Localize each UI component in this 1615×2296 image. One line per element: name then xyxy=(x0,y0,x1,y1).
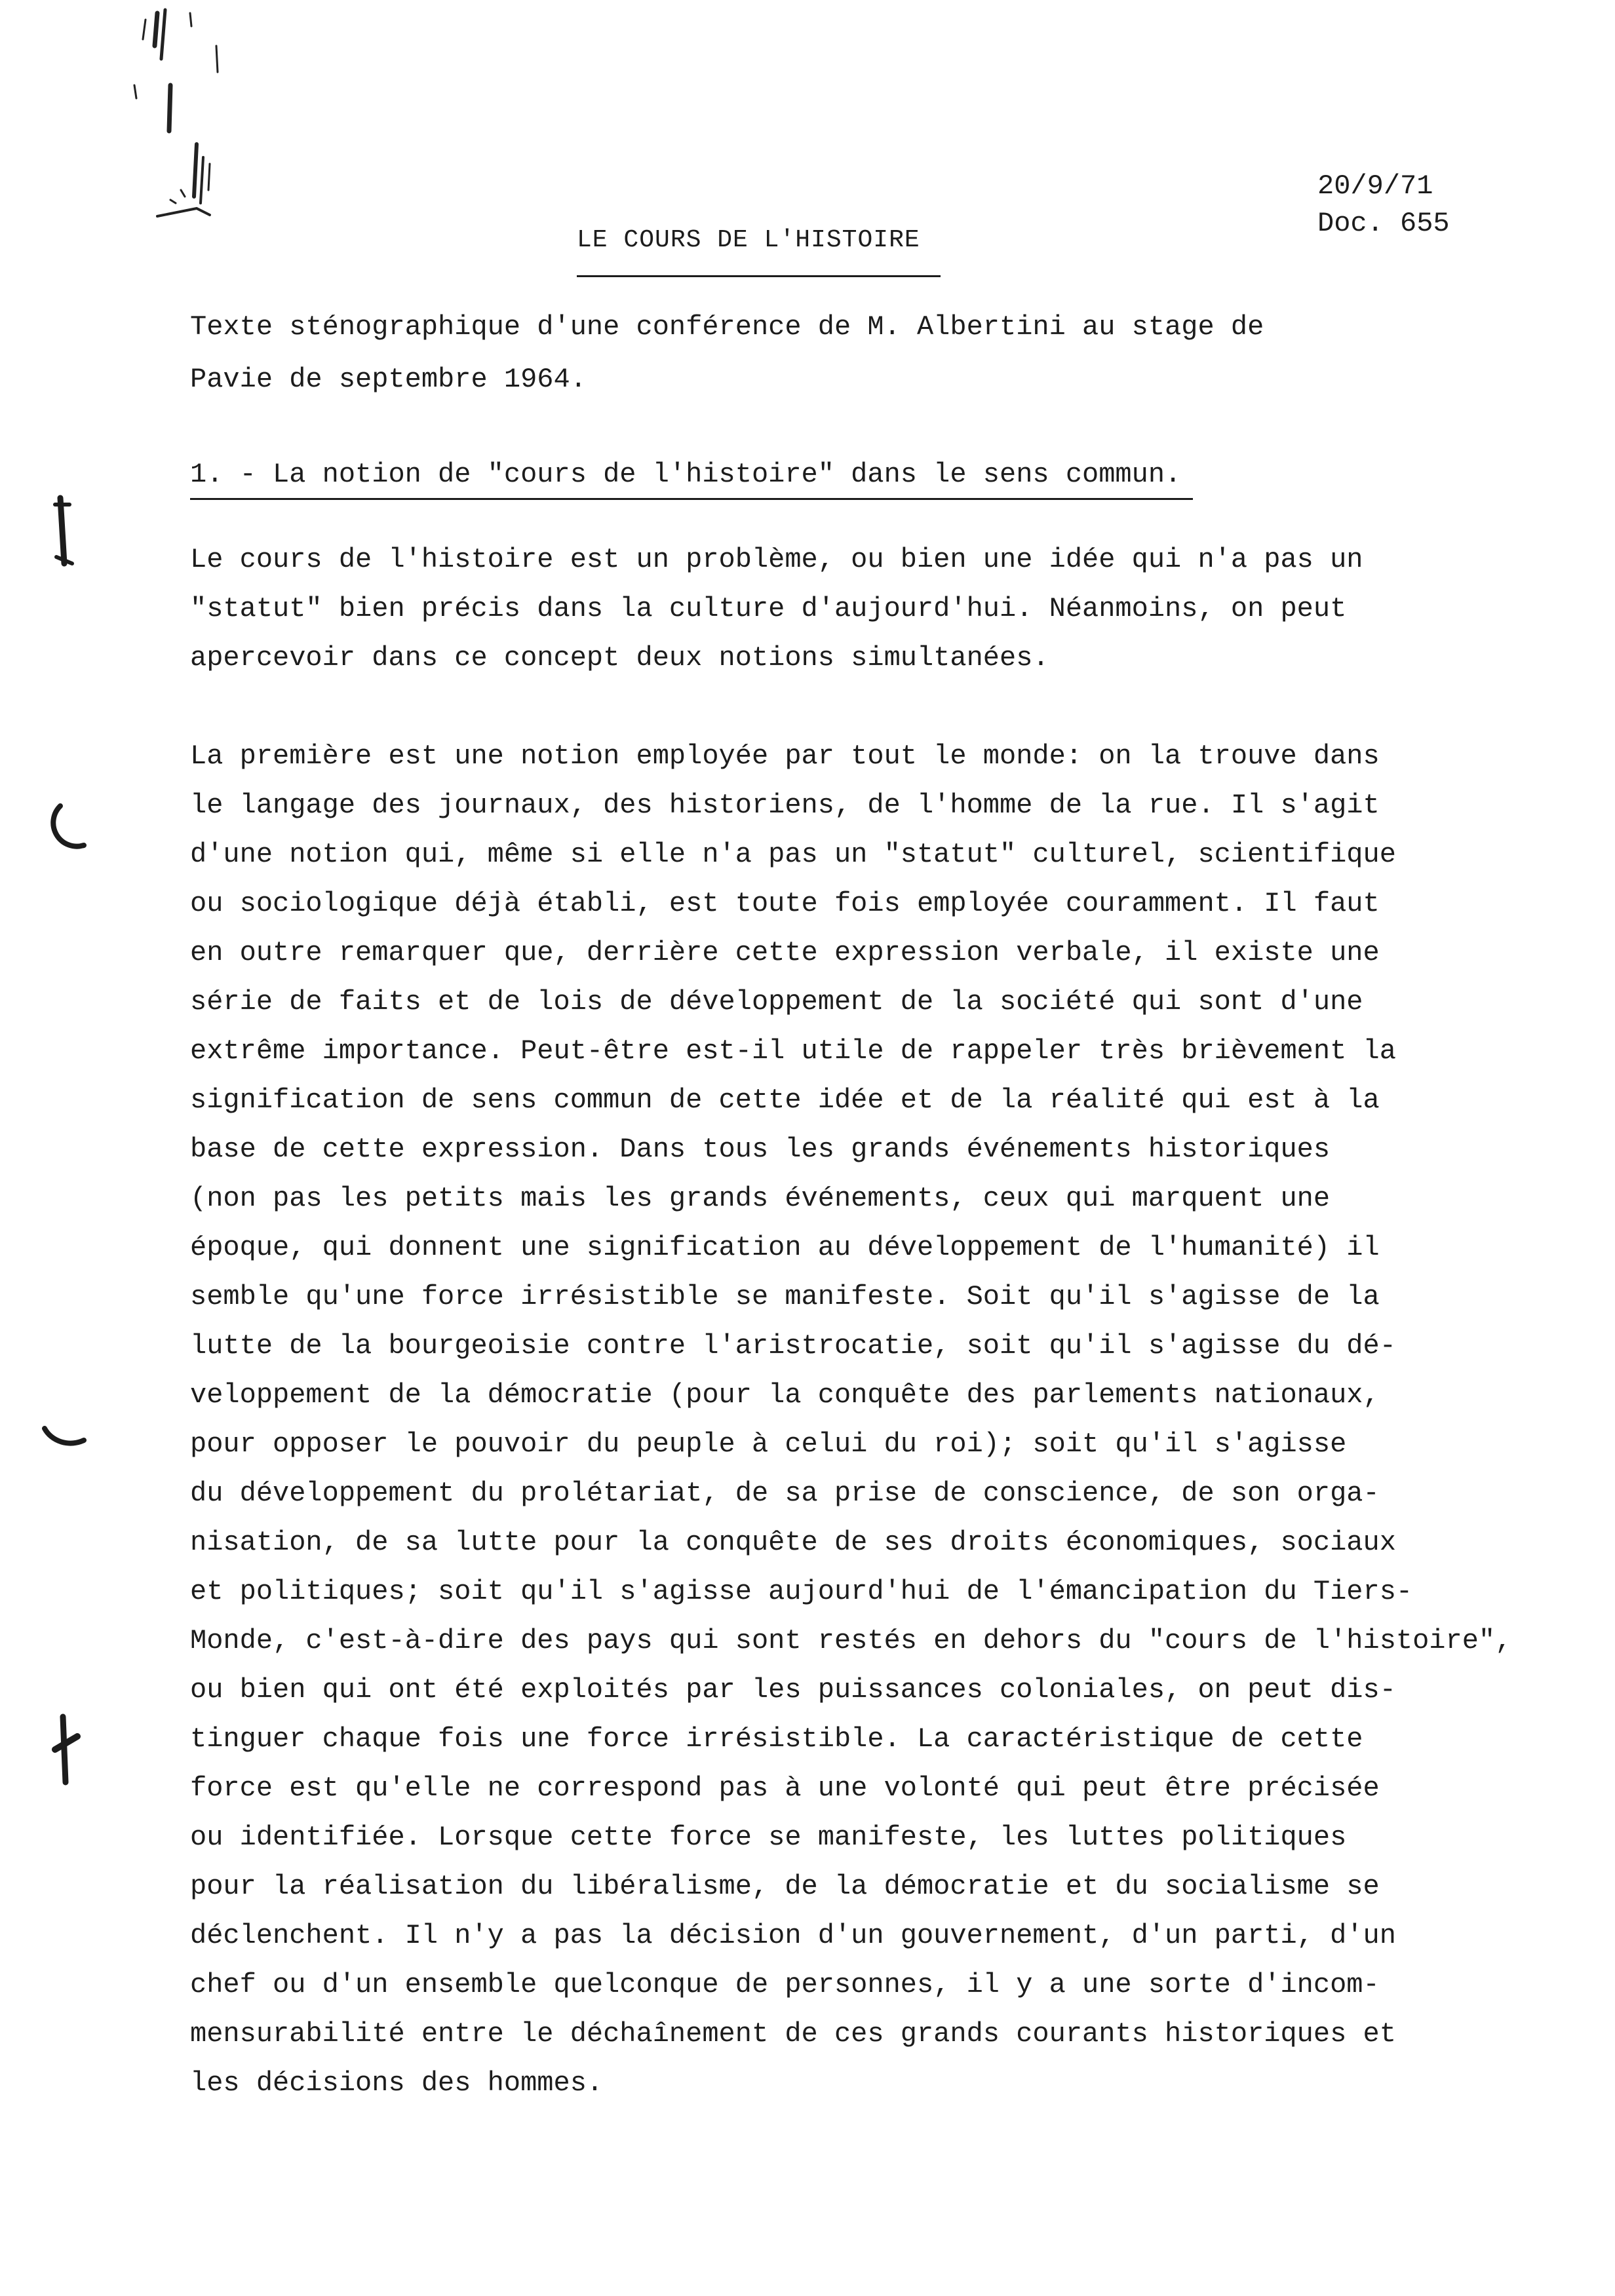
section-heading: 1. - La notion de "cours de l'histoire" dans le sens commun. xyxy=(190,459,1182,490)
document-number: Doc. 655 xyxy=(1317,208,1450,239)
punch-hole-mark-3 xyxy=(45,1428,84,1444)
punch-hole-mark-4 xyxy=(55,1717,77,1782)
handwritten-mark-top-left xyxy=(134,10,218,216)
section-heading-underline xyxy=(190,498,1193,500)
punch-hole-mark-1 xyxy=(55,498,72,564)
paragraph-line: le langage des journaux, des historiens, de l'homme de la rue. Il s'agit xyxy=(190,790,1380,821)
document-date: 20/9/71 xyxy=(1317,170,1433,202)
intro-line: Pavie de septembre 1964. xyxy=(190,364,587,395)
paragraph-line: ou sociologique déjà établi, est toute fois employée couramment. Il faut xyxy=(190,888,1380,919)
paragraph-line: Le cours de l'histoire est un problème, ou bien une idée qui n'a pas un xyxy=(190,544,1363,575)
paragraph-line: série de faits et de lois de développement de la société qui sont d'une xyxy=(190,986,1363,1018)
paragraph-line: signification de sens commun de cette idée et de la réalité qui est à la xyxy=(190,1084,1380,1116)
paragraph-line: force est qu'elle ne correspond pas à une volonté qui peut être précisée xyxy=(190,1772,1380,1804)
paragraph-line: La première est une notion employée par tout le monde: on la trouve dans xyxy=(190,740,1380,772)
paragraph-line: apercevoir dans ce concept deux notions simultanées. xyxy=(190,642,1049,674)
paragraph-line: déclenchent. Il n'y a pas la décision d'un gouvernement, d'un parti, d'un xyxy=(190,1920,1396,1951)
paragraph-line: "statut" bien précis dans la culture d'aujourd'hui. Néanmoins, on peut xyxy=(190,593,1347,624)
paragraph-line: nisation, de sa lutte pour la conquête de ses droits économiques, sociaux xyxy=(190,1527,1396,1558)
paragraph-line: en outre remarquer que, derrière cette expression verbale, il existe une xyxy=(190,937,1380,968)
paragraph-line: tinguer chaque fois une force irrésistible. La caractéristique de cette xyxy=(190,1723,1363,1755)
paragraph-line: ou bien qui ont été exploités par les puissances coloniales, on peut dis- xyxy=(190,1674,1396,1706)
paragraph-line: extrême importance. Peut-être est-il utile de rappeler très brièvement la xyxy=(190,1035,1396,1067)
paragraph-line: mensurabilité entre le déchaînement de ces grands courants historiques et xyxy=(190,2018,1396,2050)
paragraph-line: Monde, c'est-à-dire des pays qui sont restés en dehors du "cours de l'histoire", xyxy=(190,1625,1512,1656)
paragraph-line: d'une notion qui, même si elle n'a pas un "statut" culturel, scientifique xyxy=(190,839,1396,870)
paragraph-line: pour la réalisation du libéralisme, de la démocratie et du socialisme se xyxy=(190,1871,1380,1902)
title-underline xyxy=(577,275,941,277)
paragraph-line: pour opposer le pouvoir du peuple à celui du roi); soit qu'il s'agisse xyxy=(190,1428,1347,1460)
paragraph-line: chef ou d'un ensemble quelconque de personnes, il y a une sorte d'incom- xyxy=(190,1969,1380,2000)
paragraph-line: semble qu'une force irrésistible se manifeste. Soit qu'il s'agisse de la xyxy=(190,1281,1380,1312)
intro-line: Texte sténographique d'une conférence de M. Albertini au stage de xyxy=(190,311,1264,343)
paragraph-line: lutte de la bourgeoisie contre l'aristrocatie, soit qu'il s'agisse du dé- xyxy=(190,1330,1396,1362)
paragraph-line: base de cette expression. Dans tous les grands événements historiques xyxy=(190,1134,1331,1165)
paragraph-line: veloppement de la démocratie (pour la conquête des parlements nationaux, xyxy=(190,1379,1380,1411)
punch-hole-mark-2 xyxy=(53,806,84,847)
paragraph-line: époque, qui donnent une signification au développement de l'humanité) il xyxy=(190,1232,1380,1263)
paragraph-line: ou identifiée. Lorsque cette force se manifeste, les luttes politiques xyxy=(190,1822,1347,1853)
paragraph-line: et politiques; soit qu'il s'agisse aujourd'hui de l'émancipation du Tiers- xyxy=(190,1576,1413,1607)
paragraph-line: les décisions des hommes. xyxy=(190,2067,604,2099)
page-title: LE COURS DE L'HISTOIRE xyxy=(577,226,920,254)
paragraph-line: du développement du prolétariat, de sa prise de conscience, de son orga- xyxy=(190,1478,1380,1509)
paragraph-line: (non pas les petits mais les grands événements, ceux qui marquent une xyxy=(190,1183,1331,1214)
